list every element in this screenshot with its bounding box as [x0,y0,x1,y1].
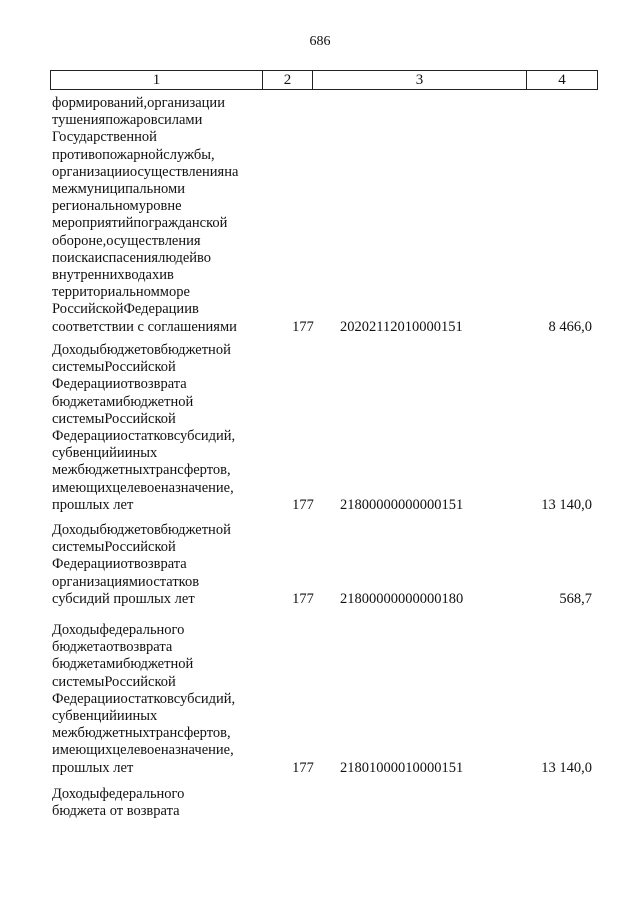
header-col-2: 2 [263,71,313,89]
description-line [52,725,258,742]
description-line: соответствии с соглашениями [52,318,237,335]
description-line [52,284,258,301]
description-line [52,428,258,445]
word: территориальном [52,284,160,301]
amount: 13 140,0 [541,759,592,776]
word: Федерации [52,376,121,393]
word: Доходы [52,786,100,802]
word: службы, [163,146,215,163]
description-line [52,742,258,759]
table-header [50,70,598,90]
word: людей [158,249,198,266]
description-line [52,574,258,591]
amount: 568,7 [559,590,592,607]
word: субсидий, [173,690,236,707]
amount: 13 140,0 [541,496,592,513]
word: спасения [102,249,159,266]
description-line [52,445,258,462]
description-line [52,691,258,708]
description-line [52,462,258,479]
word: тушения [52,112,106,129]
description-line [52,376,258,393]
word: бюджетной [123,393,194,410]
budget-code: 21800000000000151 [340,496,464,513]
word: Российской [104,410,176,427]
word: бюджетов [99,522,161,538]
description-line [52,639,258,656]
word: формирований, [52,95,148,111]
word: организациями [52,573,146,590]
word: от [120,376,134,393]
word: возврата [133,556,187,573]
word: имеющих [52,742,113,759]
word: целевое [112,479,161,496]
header-col-1: 1 [51,71,263,89]
word: противопожарной [52,146,164,163]
description-line [52,164,258,181]
description-line [52,112,258,129]
word: гражданской [148,215,228,232]
word: субсидий, [173,428,236,445]
amount: 8 466,0 [548,318,592,335]
word: Федерации [52,690,121,707]
description-line [52,233,258,250]
description-line: прошлых лет [52,759,134,776]
description-line [52,522,258,539]
word: иных [124,445,158,462]
word: уровне [138,198,182,215]
word: возврата [119,639,173,656]
word: от [120,556,134,573]
word: осуществления [106,232,201,249]
word: Доходы [52,342,100,358]
budget-code: 20202112010000151 [340,318,463,335]
description-line [52,786,258,803]
description-line [52,250,258,267]
word: бюджетами [52,656,123,673]
word: водах [124,267,160,284]
header-col-4: 4 [558,72,566,88]
word: системы [52,673,105,690]
description-line [52,359,258,376]
row-description [52,522,258,608]
description-line [52,267,258,284]
word: остатков [120,690,174,707]
word: в [167,267,174,284]
description-line [52,539,258,556]
word: федерального [99,622,185,638]
word: во [197,249,212,266]
word: и [94,249,103,266]
word: Российской [104,539,176,556]
word: бюджетов [99,342,161,358]
word: региональном [52,198,139,215]
word: осуществления [129,163,225,180]
description-line [52,622,258,639]
admin-code: 177 [292,318,314,335]
description-line: субсидий прошлых лет [52,590,195,607]
word: на [224,163,239,180]
description-line [52,480,258,497]
word: Федерации [123,301,192,318]
word: остатков [145,573,200,590]
word: имеющих [52,479,113,496]
row-description [52,342,258,514]
word: Федерации [52,556,121,573]
word: организации [147,95,225,111]
word: силами [157,112,203,129]
description-line [52,556,258,573]
word: межмуниципальном [52,181,178,198]
description-line [52,342,258,359]
word: поиска [52,249,95,266]
row-description [52,786,258,820]
word: трансфертов, [149,462,231,479]
word: организации [52,163,130,180]
word: федерального [99,786,185,802]
description-line [52,147,258,164]
word: Доходы [52,622,100,638]
word: системы [52,539,105,556]
row-description [52,622,258,777]
header-col-3: 3 [313,71,527,89]
word: бюджетами [52,393,123,410]
admin-code: 177 [292,759,314,776]
description-line: бюджета от возврата [52,803,180,820]
word: бюджетной [123,656,194,673]
page-number: 686 [309,34,331,49]
description-line [52,394,258,411]
word: пожаров [105,112,158,129]
word: от [106,639,120,656]
description-line: прошлых лет [52,496,134,513]
word: и [116,445,125,462]
word: бюджетной [160,522,231,538]
description-line [52,198,258,215]
word: целевое [112,742,161,759]
word: Российской [52,301,124,318]
description-line [52,181,258,198]
word: в [191,301,199,318]
word: межбюджетных [52,725,150,742]
word: назначение, [160,479,234,496]
word: и [159,267,168,284]
word: системы [52,410,105,427]
budget-code: 21801000010000151 [340,759,464,776]
word: бюджетной [160,342,231,358]
description-line [52,301,258,318]
word: море [159,284,190,301]
word: трансфертов, [149,725,231,742]
word: Российской [104,359,176,376]
word: и [116,708,125,725]
word: внутренних [52,267,125,284]
description-line [52,656,258,673]
word: мероприятий [52,215,134,232]
description-line [52,674,258,691]
row-description [52,95,258,336]
word: Доходы [52,522,100,538]
admin-code: 177 [292,590,314,607]
word: обороне, [52,232,107,249]
description-line [52,411,258,428]
word: остатков [120,428,174,445]
budget-code: 21800000000000180 [340,590,464,607]
description-line [52,708,258,725]
word: Российской [104,673,176,690]
word: и [177,181,185,198]
word: Федерации [52,428,121,445]
admin-code: 177 [292,496,314,513]
description-line: Государственной [52,129,157,146]
word: субвенций [52,445,117,462]
word: системы [52,359,105,376]
word: субвенций [52,708,117,725]
word: по [133,215,149,232]
description-line [52,95,258,112]
word: назначение, [160,742,234,759]
word: иных [124,708,158,725]
word: возврата [133,376,187,393]
word: бюджета [52,639,107,656]
word: межбюджетных [52,462,150,479]
description-line [52,215,258,232]
